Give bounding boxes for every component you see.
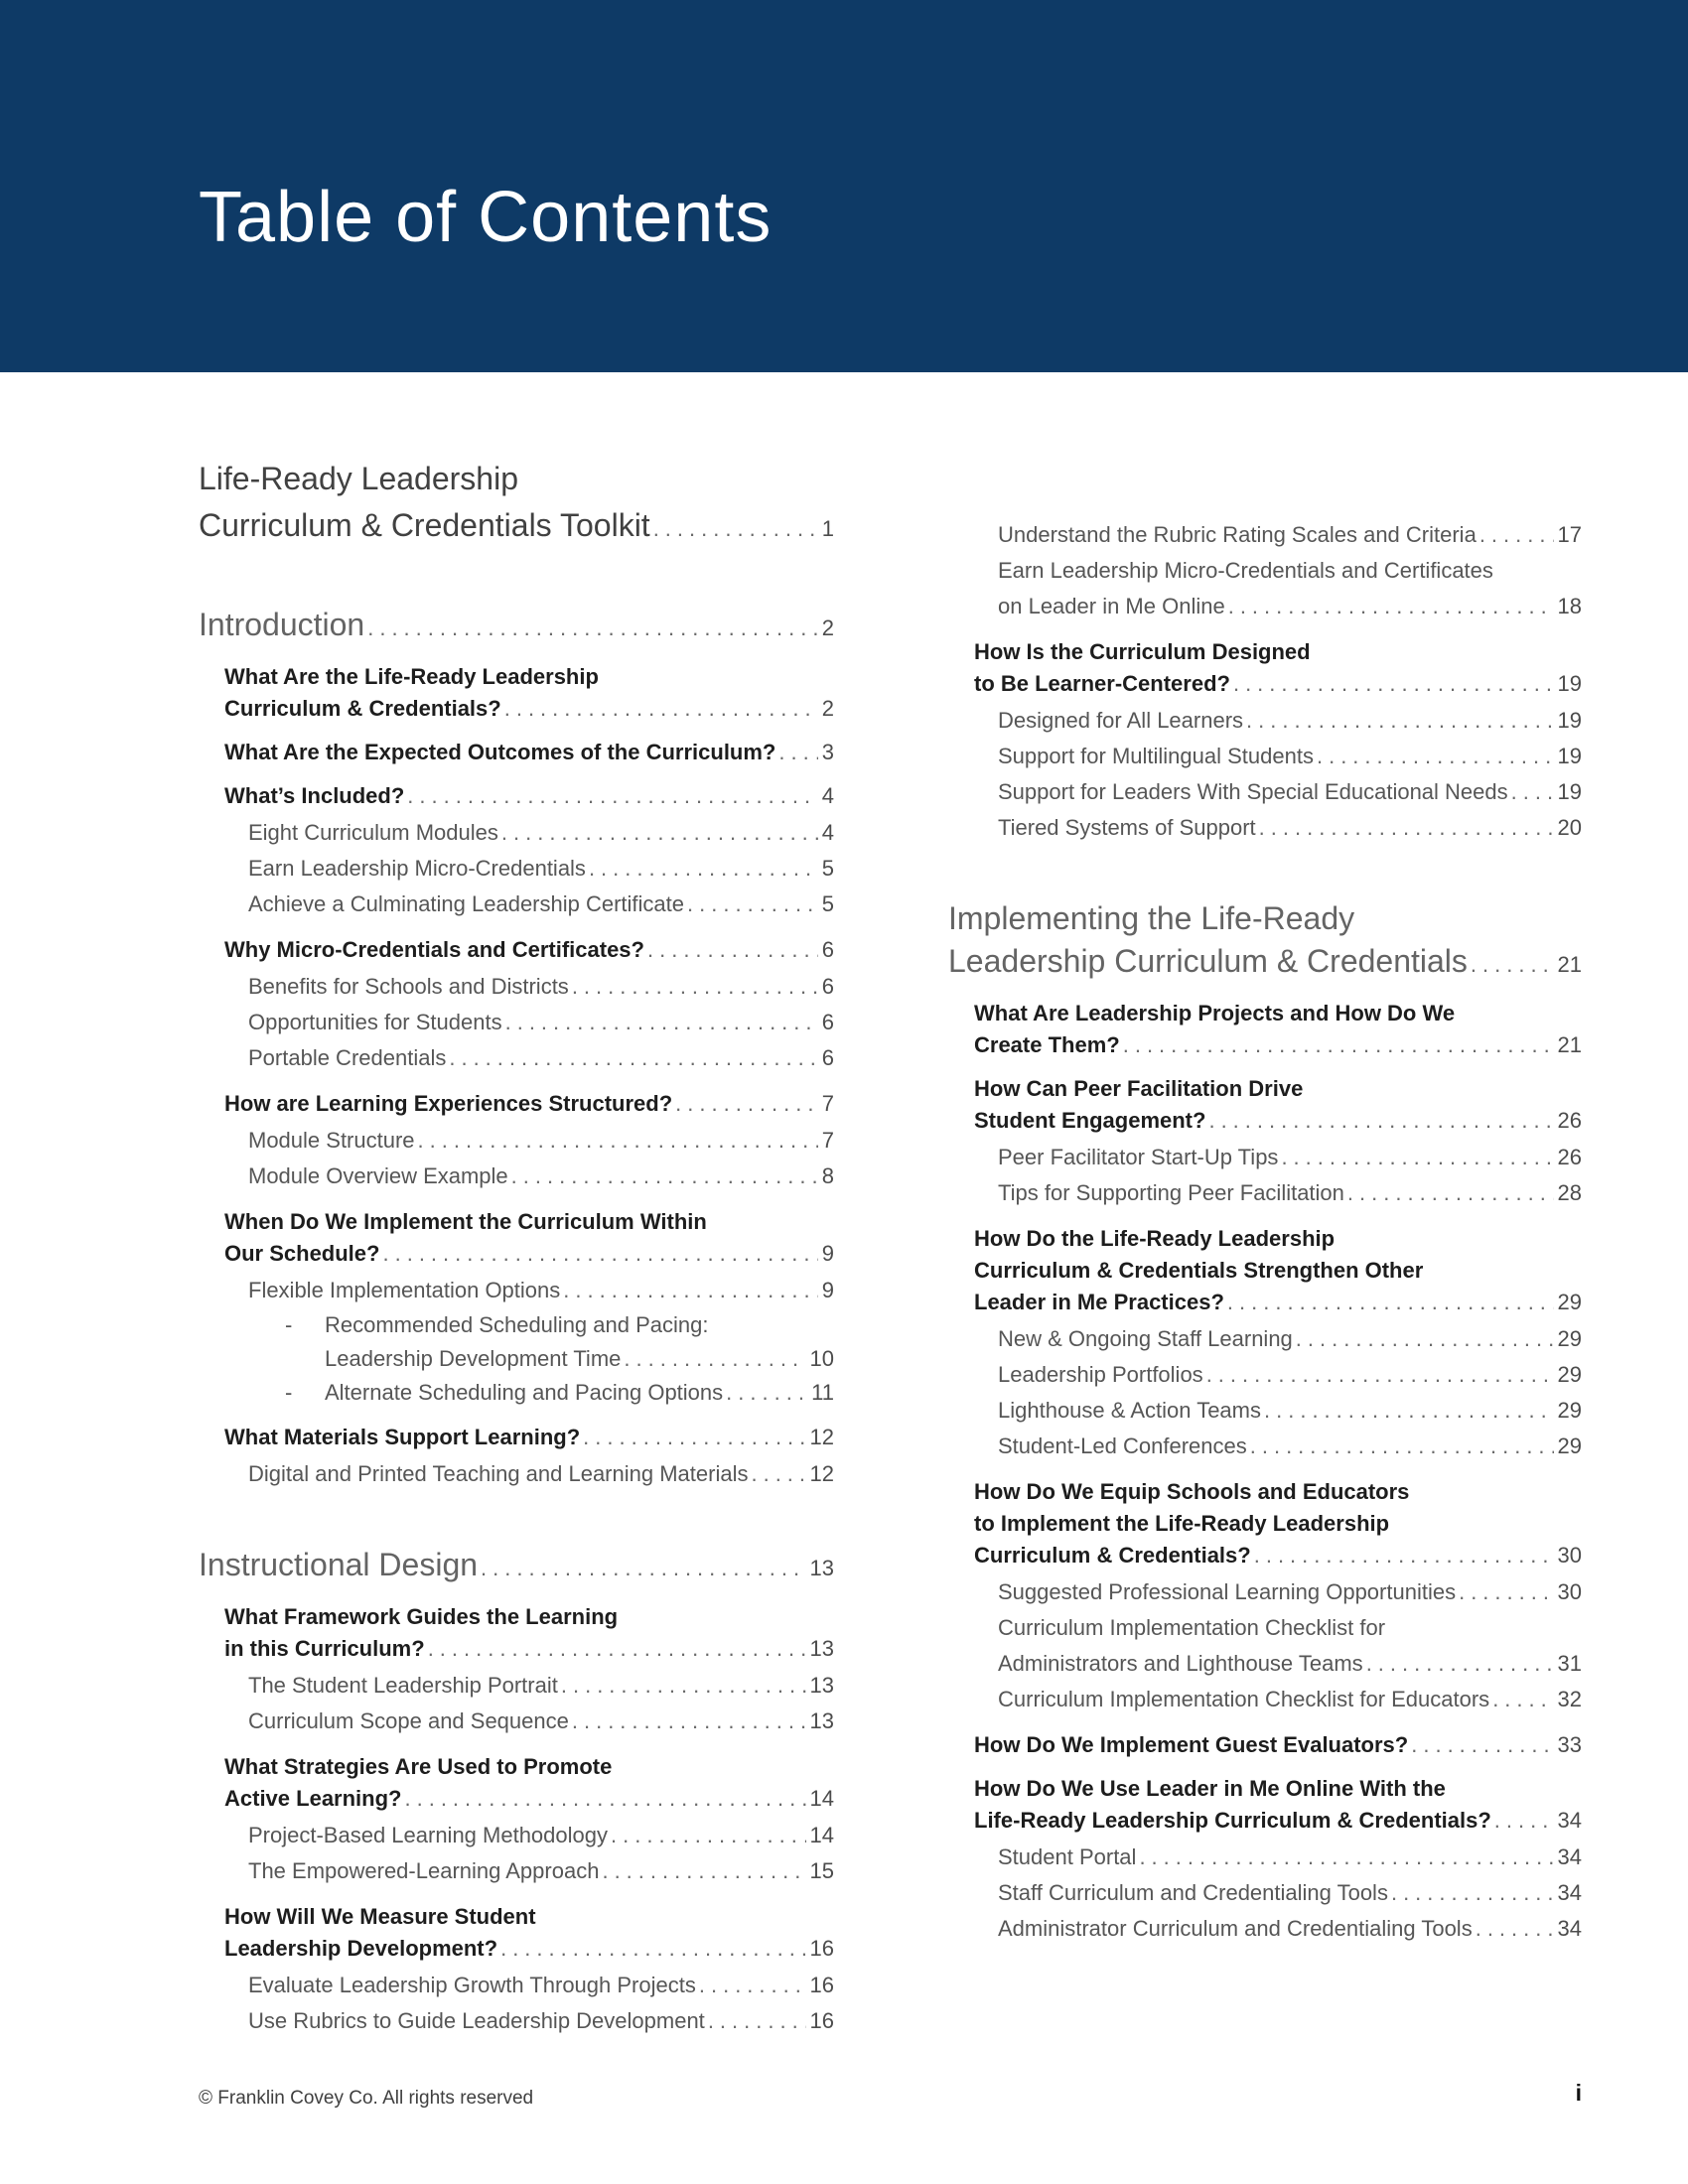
toc-dot-leader: [1228, 589, 1554, 624]
toc-entry-label: Support for Multilingual Students: [998, 744, 1314, 768]
toc-page-number: 3: [821, 740, 834, 764]
toc-dot-leader: [428, 1633, 806, 1665]
toc-dot-leader: [1208, 1105, 1553, 1137]
toc-entry: [199, 1853, 834, 1889]
toc-page-number: 21: [1557, 952, 1582, 977]
toc-page-number: 29: [1557, 1433, 1582, 1458]
toc-dot-leader: [1246, 703, 1553, 739]
toc-entry: [948, 1911, 1582, 1947]
toc-entry: [948, 1321, 1582, 1357]
toc-page-number: 29: [1557, 1290, 1582, 1314]
toc-entry: [199, 1273, 834, 1308]
toc-entry-label: The Empowered-Learning Approach: [248, 1858, 600, 1883]
toc-page-number: 13: [809, 1673, 834, 1698]
toc-entry-label: Curriculum Scope and Sequence: [248, 1708, 569, 1733]
toc-dot-leader: [1139, 1840, 1553, 1875]
toc-page-number: 30: [1557, 1579, 1582, 1604]
toc-entry: [199, 1206, 834, 1270]
toc-dot-leader: [675, 1088, 818, 1120]
toc-entry: [199, 2003, 834, 2039]
toc-entry: [948, 1610, 1582, 1682]
toc-entry-label: Flexible Implementation Options: [248, 1278, 561, 1302]
toc-entry-label: Module Overview Example: [248, 1163, 508, 1188]
toc-dot-leader: [1281, 1140, 1553, 1175]
toc-page-number: 7: [821, 1128, 834, 1153]
toc-page-number: 26: [1557, 1108, 1582, 1133]
toc-entry-label: How Can Peer Facilitation Drive: [974, 1076, 1304, 1101]
toc-entry: [948, 998, 1582, 1061]
toc-entry-label: Implementing the Life-Ready: [948, 900, 1355, 936]
toc-entry: [948, 1574, 1582, 1610]
toc-page-number: 30: [1557, 1543, 1582, 1568]
page-title: Table of Contents: [199, 178, 773, 257]
toc-dot-leader: [708, 2003, 806, 2039]
toc-page-number: 18: [1557, 594, 1582, 618]
toc-dot-leader: [687, 887, 818, 922]
toc-entry: [199, 1159, 834, 1194]
toc-dot-leader: [407, 780, 817, 812]
toc-page-number: 10: [809, 1346, 834, 1371]
footer-copyright: © Franklin Covey Co. All rights reserved: [199, 2088, 534, 2109]
toc-entry: [199, 1968, 834, 2003]
toc-entry: [199, 1704, 834, 1739]
toc-dot-leader: [778, 737, 817, 768]
toc-entry-label: Student Engagement?: [974, 1108, 1206, 1133]
toc-entry: [948, 1729, 1582, 1761]
toc-dot-leader: [500, 1933, 805, 1965]
toc-page-number: 19: [1557, 779, 1582, 804]
toc-page-number: 5: [821, 891, 834, 916]
toc-entry-label: Suggested Professional Learning Opportunities: [998, 1579, 1457, 1604]
toc-page-number: 19: [1557, 744, 1582, 768]
toc-entry: [199, 737, 834, 768]
toc-entry: [948, 1393, 1582, 1429]
toc-dot-leader: [1347, 1175, 1554, 1211]
toc-dot-leader: [504, 693, 818, 725]
toc-entry-label: Module Structure: [248, 1128, 415, 1153]
toc-entry: [199, 456, 834, 552]
toc-entry-label: Earn Leadership Micro-Credentials and Certificates: [998, 558, 1493, 583]
toc-dot-leader: [624, 1342, 805, 1376]
toc-entry: [948, 1875, 1582, 1911]
toc-page-number: 29: [1557, 1362, 1582, 1387]
toc-page-number: 13: [809, 1556, 834, 1580]
toc-entry: [199, 815, 834, 851]
toc-entry-label: Leader in Me Practices?: [974, 1290, 1224, 1314]
toc-entry: [948, 1773, 1582, 1837]
toc-entry-label: Support for Leaders With Special Educational Needs: [998, 779, 1508, 804]
toc-entry: [948, 1429, 1582, 1464]
toc-page-number: 21: [1557, 1032, 1582, 1057]
toc-dot-leader: [1264, 1393, 1554, 1429]
toc-entry-label: Evaluate Leadership Growth Through Projects: [248, 1973, 696, 1997]
toc-entry-label: Leadership Development Time: [325, 1346, 622, 1371]
toc-page-number: 9: [821, 1278, 834, 1302]
toc-page-number: 6: [821, 937, 834, 962]
toc-page-number: 29: [1557, 1326, 1582, 1351]
toc-entry-label: Life-Ready Leadership: [199, 461, 518, 496]
toc-entry-label: Earn Leadership Micro-Credentials: [248, 856, 586, 881]
toc-entry-label: When Do We Implement the Curriculum Within: [224, 1209, 707, 1234]
toc-dot-leader: [1479, 517, 1554, 553]
toc-entry: [199, 1376, 834, 1410]
toc-entry: [948, 1223, 1582, 1318]
toc-entry-label: Curriculum & Credentials?: [224, 696, 501, 721]
toc-entry-label: to Be Learner-Centered?: [974, 671, 1230, 696]
toc-entry-label: How Do We Use Leader in Me Online With the: [974, 1776, 1446, 1801]
toc-entry: [199, 1818, 834, 1853]
toc-page-number: 32: [1557, 1687, 1582, 1711]
toc-entry-label: Our Schedule?: [224, 1241, 380, 1266]
toc-page-number: 34: [1557, 1844, 1582, 1869]
toc-dot-leader: [1259, 810, 1554, 846]
toc-page-number: 26: [1557, 1145, 1582, 1169]
toc-dot-leader: [1459, 1574, 1553, 1610]
toc-entry-label: Eight Curriculum Modules: [248, 820, 498, 845]
toc-entry: [948, 636, 1582, 700]
toc-dot-leader: [1317, 739, 1554, 774]
toc-entry-label: Active Learning?: [224, 1786, 402, 1811]
toc-page-number: 14: [809, 1786, 834, 1811]
toc-dot-leader: [404, 1783, 805, 1815]
toc-page-number: 9: [821, 1241, 834, 1266]
toc-entry-label: How Is the Curriculum Designed: [974, 639, 1311, 664]
toc-column-left: [199, 372, 834, 2039]
toc-entry: [948, 1073, 1582, 1137]
toc-page-number: 20: [1557, 815, 1582, 840]
toc-page-number: 19: [1557, 708, 1582, 733]
toc-entry: [948, 897, 1582, 986]
toc-entry: [199, 661, 834, 725]
toc-entry-label: What’s Included?: [224, 783, 405, 808]
toc-entry-label: Student-Led Conferences: [998, 1433, 1247, 1458]
toc-entry-label: Tips for Supporting Peer Facilitation: [998, 1180, 1344, 1205]
toc-entry-label: Designed for All Learners: [998, 708, 1244, 733]
toc-dot-leader: [1492, 1682, 1553, 1717]
toc-entry: [948, 1682, 1582, 1717]
toc-column-right: [948, 372, 1582, 1947]
toc-entry-label: Curriculum & Credentials Strengthen Other: [974, 1258, 1424, 1283]
toc-entry: [199, 1422, 834, 1453]
toc-entry-label: Instructional Design: [199, 1547, 479, 1582]
toc-page-number: 12: [809, 1461, 834, 1486]
toc-entry-label: Digital and Printed Teaching and Learning Materials: [248, 1461, 749, 1486]
toc-entry: [199, 887, 834, 922]
toc-entry-label: to Implement the Life-Ready Leadership: [974, 1511, 1390, 1536]
toc-page-number: 16: [809, 1973, 834, 1997]
toc-page-number: 13: [809, 1708, 834, 1733]
toc-dot-leader: [449, 1040, 817, 1076]
toc-entry-label: What Strategies Are Used to Promote: [224, 1754, 613, 1779]
toc-page-number: 2: [821, 696, 834, 721]
toc-entry-label: Administrator Curriculum and Credentialing Tools: [998, 1916, 1473, 1941]
toc-dot-leader: [751, 1456, 805, 1492]
toc-page-number: 6: [821, 1045, 834, 1070]
toc-dot-leader: [367, 607, 818, 649]
toc-dot-leader: [1471, 943, 1554, 986]
toc-dot-leader: [1206, 1357, 1554, 1393]
page-header-band: [0, 0, 1688, 372]
toc-dot-leader: [1391, 1875, 1554, 1911]
toc-dot-leader: [583, 1422, 805, 1453]
toc-entry: [199, 604, 834, 649]
toc-entry-label: Tiered Systems of Support: [998, 815, 1256, 840]
toc-entry-label: How Do We Equip Schools and Educators: [974, 1479, 1410, 1504]
toc-entry-label: Use Rubrics to Guide Leadership Development: [248, 2008, 705, 2033]
toc-entry-label: - Recommended Scheduling and Pacing:: [325, 1308, 834, 1342]
toc-dot-leader: [563, 1273, 817, 1308]
toc-page-number: 11: [811, 1380, 834, 1405]
toc-entry: [948, 774, 1582, 810]
toc-page-number: 5: [821, 856, 834, 881]
toc-entry-label: Lighthouse & Action Teams: [998, 1398, 1261, 1423]
toc-entry-label: Introduction: [199, 607, 365, 642]
toc-page-number: 17: [1557, 522, 1582, 547]
toc-entry: [199, 851, 834, 887]
toc-entry: [199, 1005, 834, 1040]
toc-entry: [948, 553, 1582, 624]
toc-entry-label: Create Them?: [974, 1032, 1120, 1057]
toc-entry-label: Leadership Development?: [224, 1936, 498, 1961]
toc-dot-leader: [1233, 668, 1554, 700]
toc-page-number: 16: [809, 2008, 834, 2033]
toc-page-number: 2: [821, 615, 834, 640]
toc-entry: [199, 969, 834, 1005]
toc-page-number: 33: [1557, 1732, 1582, 1757]
toc-entry-label: What Are Leadership Projects and How Do We: [974, 1001, 1456, 1025]
toc-page-number: 13: [809, 1636, 834, 1661]
toc-page-number: 34: [1557, 1880, 1582, 1905]
toc-page-number: 19: [1557, 671, 1582, 696]
toc-entry-label: Curriculum Implementation Checklist for Educators: [998, 1687, 1490, 1711]
toc-dot-leader: [589, 851, 818, 887]
toc-entry: [948, 1175, 1582, 1211]
toc-entry: [948, 1357, 1582, 1393]
toc-entry: [199, 1751, 834, 1815]
toc-dot-leader: [511, 1159, 818, 1194]
toc-dot-leader: [1123, 1029, 1554, 1061]
toc-entry: [948, 1476, 1582, 1571]
toc-entry-label: What Materials Support Learning?: [224, 1425, 581, 1449]
toc-page-number: 8: [821, 1163, 834, 1188]
toc-dot-leader: [1411, 1729, 1553, 1761]
toc-page-number: 29: [1557, 1398, 1582, 1423]
toc-entry-label: Curriculum & Credentials?: [974, 1543, 1251, 1568]
toc-entry: [199, 1040, 834, 1076]
toc-dot-leader: [501, 815, 818, 851]
toc-dot-leader: [572, 1704, 806, 1739]
toc-entry: [199, 1544, 834, 1589]
toc-entry: [199, 1456, 834, 1492]
toc-page-number: 7: [821, 1091, 834, 1116]
toc-dot-leader: [418, 1123, 818, 1159]
toc-entry-label: How Do We Implement Guest Evaluators?: [974, 1732, 1409, 1757]
toc-entry-label: Why Micro-Credentials and Certificates?: [224, 937, 644, 962]
toc-dot-leader: [647, 934, 818, 966]
toc-dot-leader: [699, 1968, 806, 2003]
toc-entry-label: How Do the Life-Ready Leadership: [974, 1226, 1336, 1251]
toc-entry-label: Curriculum & Credentials Toolkit: [199, 507, 650, 543]
toc-entry-label: What Framework Guides the Learning: [224, 1604, 619, 1629]
toc-entry: [199, 780, 834, 812]
toc-entry-label: Life-Ready Leadership Curriculum & Credentials?: [974, 1808, 1491, 1833]
toc-page-number: 34: [1557, 1916, 1582, 1941]
toc-dot-leader: [611, 1818, 806, 1853]
toc-entry-label: Project-Based Learning Methodology: [248, 1823, 609, 1847]
toc-page-number: 12: [809, 1425, 834, 1449]
toc-dot-leader: [572, 969, 818, 1005]
toc-entry-label: What Are the Life-Ready Leadership: [224, 664, 599, 689]
toc-entry-label: Student Portal: [998, 1844, 1137, 1869]
toc-dot-leader: [561, 1668, 806, 1704]
toc-entry-label: Achieve a Culminating Leadership Certificate: [248, 891, 685, 916]
toc-page-number: 31: [1557, 1651, 1582, 1676]
toc-page-number: 28: [1557, 1180, 1582, 1205]
toc-dot-leader: [653, 505, 818, 552]
toc-page-number: 14: [809, 1823, 834, 1847]
toc-page-number: 6: [821, 1010, 834, 1034]
toc-dot-leader: [1511, 774, 1554, 810]
toc-entry-label: Leadership Portfolios: [998, 1362, 1203, 1387]
toc-entry: [199, 1088, 834, 1120]
toc-dot-leader: [726, 1376, 807, 1410]
toc-dot-leader: [1494, 1805, 1554, 1837]
toc-page-number: 34: [1557, 1808, 1582, 1833]
toc-entry: [199, 1901, 834, 1965]
toc-entry: [948, 739, 1582, 774]
toc-entry: [948, 1840, 1582, 1875]
toc-entry-label: Leadership Curriculum & Credentials: [948, 943, 1468, 979]
toc-entry-label: Portable Credentials: [248, 1045, 447, 1070]
toc-entry-label: on Leader in Me Online: [998, 594, 1225, 618]
toc-entry-label: Peer Facilitator Start-Up Tips: [998, 1145, 1279, 1169]
toc-dot-leader: [1366, 1646, 1554, 1682]
toc-entry-label: Curriculum Implementation Checklist for: [998, 1615, 1386, 1640]
toc-entry: [948, 810, 1582, 846]
toc-entry-label: - Alternate Scheduling and Pacing Options: [325, 1380, 724, 1405]
toc-page-number: 15: [809, 1858, 834, 1883]
toc-page-number: 6: [821, 974, 834, 999]
toc-entry-label: Understand the Rubric Rating Scales and Criteria: [998, 522, 1477, 547]
toc-entry: [948, 1140, 1582, 1175]
toc-entry: [199, 1308, 834, 1376]
toc-dot-leader: [1227, 1287, 1554, 1318]
toc-entry: [199, 934, 834, 966]
toc-dot-leader: [1296, 1321, 1554, 1357]
toc-entry: [948, 703, 1582, 739]
toc-entry-label: How Will We Measure Student: [224, 1904, 536, 1929]
toc-dot-leader: [1254, 1540, 1554, 1571]
toc-entry-label: Opportunities for Students: [248, 1010, 502, 1034]
toc-entry-label: What Are the Expected Outcomes of the Curriculum?: [224, 740, 776, 764]
toc-page-number: 1: [821, 516, 834, 541]
toc-page-number: 4: [821, 820, 834, 845]
toc-entry-label: The Student Leadership Portrait: [248, 1673, 558, 1698]
toc-dot-leader: [1476, 1911, 1554, 1947]
toc-entry-label: in this Curriculum?: [224, 1636, 425, 1661]
toc-entry-label: Staff Curriculum and Credentialing Tools: [998, 1880, 1388, 1905]
toc-entry-label: Administrators and Lighthouse Teams: [998, 1651, 1363, 1676]
toc-dot-leader: [382, 1238, 817, 1270]
toc-page-number: 4: [821, 783, 834, 808]
toc-dot-leader: [1250, 1429, 1554, 1464]
toc-dot-leader: [602, 1853, 805, 1889]
footer-page-number: i: [1575, 2080, 1582, 2106]
toc-entry-label: How are Learning Experiences Structured?: [224, 1091, 673, 1116]
toc-entry-label: New & Ongoing Staff Learning: [998, 1326, 1293, 1351]
toc-dot-leader: [505, 1005, 818, 1040]
toc-entry: [199, 1123, 834, 1159]
toc-entry: [199, 1601, 834, 1665]
toc-page-number: 16: [809, 1936, 834, 1961]
toc-entry: [948, 517, 1582, 553]
toc-entry: [199, 1668, 834, 1704]
toc-dot-leader: [481, 1547, 805, 1589]
toc-entry-label: Benefits for Schools and Districts: [248, 974, 569, 999]
